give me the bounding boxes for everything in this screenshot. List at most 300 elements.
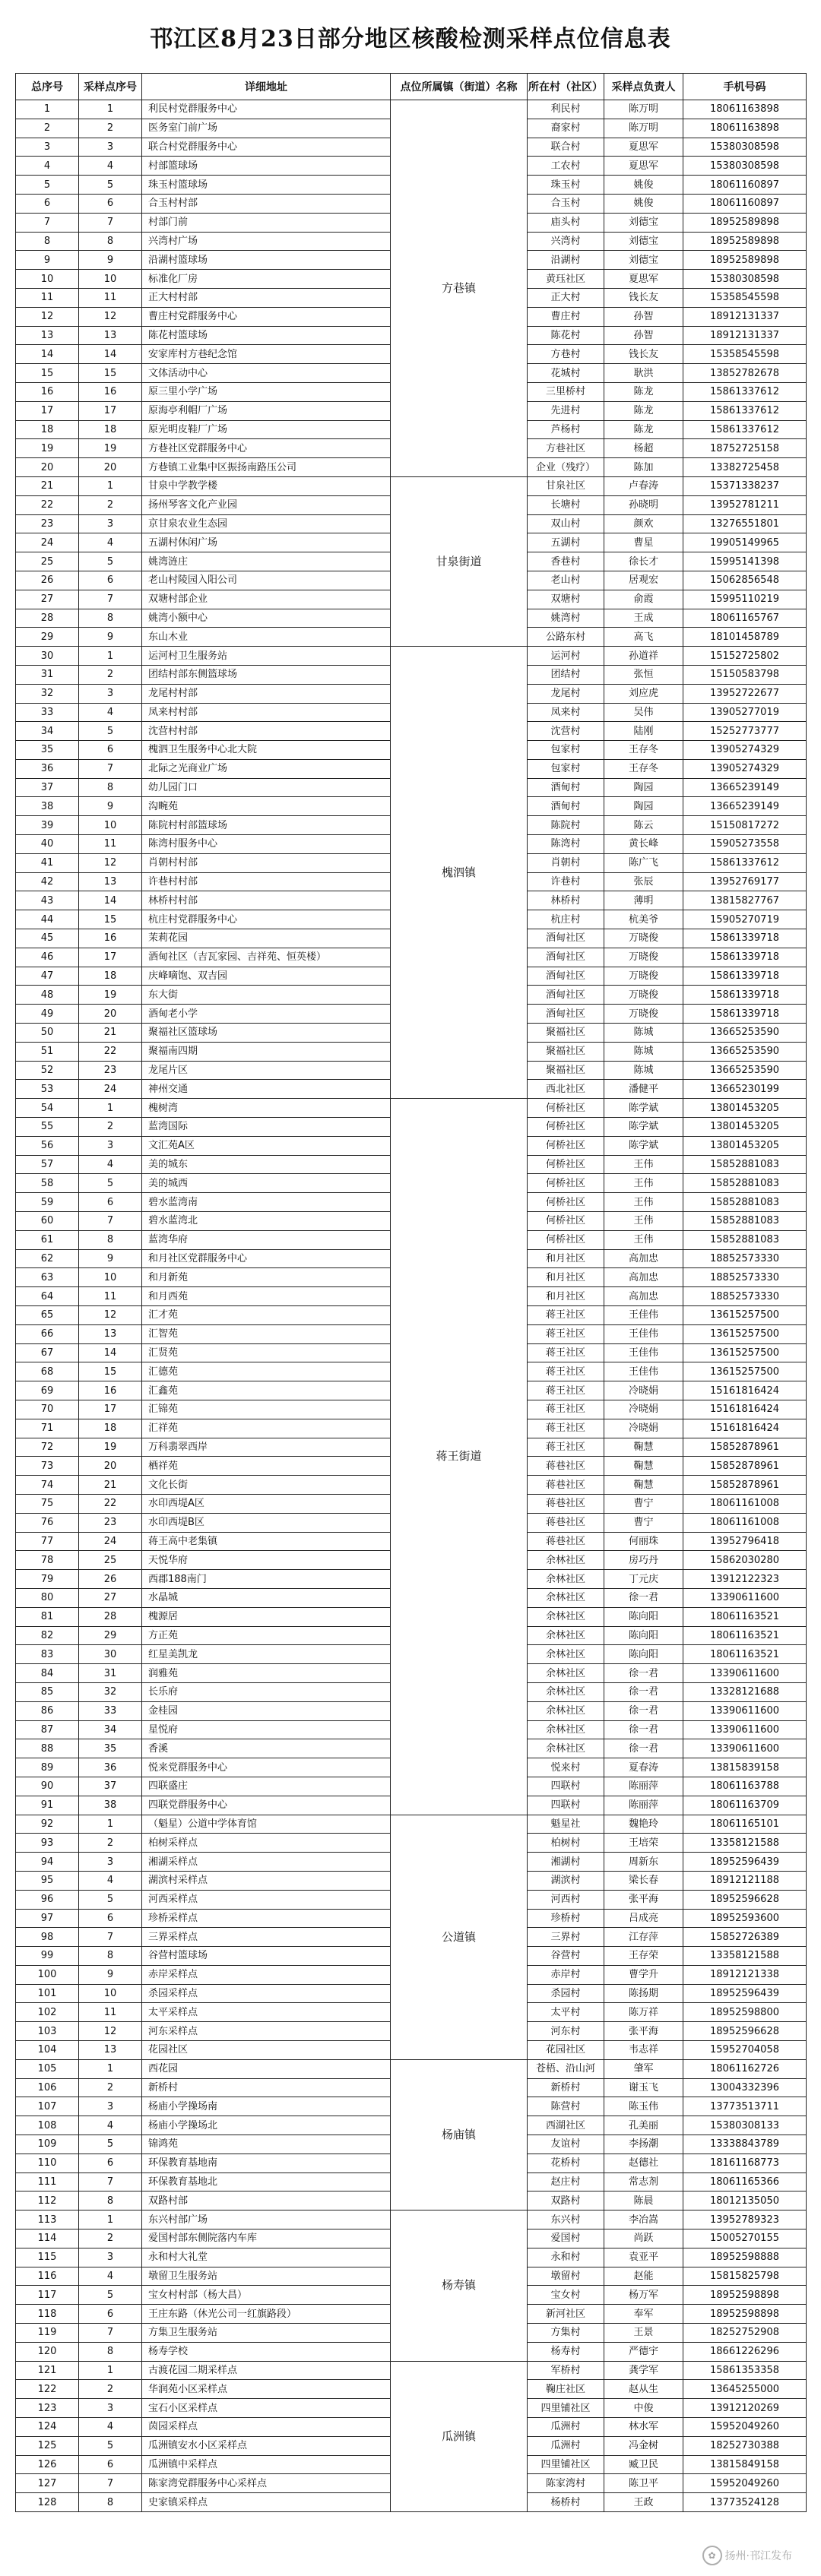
- person-cell: 陈广飞: [604, 853, 683, 872]
- street-cell: 蒋王街道: [391, 1099, 528, 1815]
- village-cell: 黄珏社区: [528, 270, 604, 289]
- site-no-cell: 9: [79, 1249, 142, 1268]
- site-no-cell: 10: [79, 1984, 142, 2003]
- village-cell: 聚福社区: [528, 1061, 604, 1080]
- address-cell: 槐树湾: [142, 1099, 391, 1118]
- person-cell: 陈龙: [604, 420, 683, 439]
- person-cell: 杨超: [604, 439, 683, 458]
- site-no-cell: 18: [79, 967, 142, 986]
- village-cell: 蒋王社区: [528, 1362, 604, 1381]
- person-cell: 王存荣: [604, 1947, 683, 1966]
- site-no-cell: 38: [79, 1796, 142, 1815]
- village-cell: 庙头村: [528, 213, 604, 232]
- address-cell: 正大村村部: [142, 288, 391, 307]
- address-cell: 酒甸社区（吉瓦家园、吉祥苑、恒英楼）: [142, 948, 391, 967]
- phone-cell: 15852878961: [683, 1457, 807, 1476]
- village-cell: 和月社区: [528, 1249, 604, 1268]
- site-no-cell: 26: [79, 1570, 142, 1589]
- address-cell: 酒甸老小学: [142, 1005, 391, 1024]
- address-cell: 汇祥苑: [142, 1419, 391, 1438]
- total-no-cell: 15: [16, 364, 79, 383]
- address-cell: 星悦府: [142, 1720, 391, 1739]
- total-no-cell: 38: [16, 797, 79, 816]
- address-cell: 四联盛庄: [142, 1777, 391, 1796]
- phone-cell: 15852881083: [683, 1174, 807, 1193]
- total-no-cell: 14: [16, 345, 79, 364]
- site-no-cell: 6: [79, 2154, 142, 2173]
- site-no-cell: 12: [79, 1306, 142, 1325]
- total-no-cell: 1: [16, 100, 79, 119]
- person-cell: 赵德社: [604, 2154, 683, 2173]
- total-no-cell: 117: [16, 2286, 79, 2305]
- site-no-cell: 3: [79, 2248, 142, 2267]
- address-cell: 茉莉花园: [142, 929, 391, 948]
- address-cell: 新桥村: [142, 2078, 391, 2097]
- person-cell: 何丽珠: [604, 1532, 683, 1551]
- site-no-cell: 8: [79, 1947, 142, 1966]
- village-cell: 西湖社区: [528, 2116, 604, 2135]
- person-cell: 张平海: [604, 2022, 683, 2041]
- table-row: [16, 2361, 807, 2380]
- table-row: [16, 2059, 807, 2078]
- total-no-cell: 78: [16, 1551, 79, 1570]
- site-no-cell: 6: [79, 2305, 142, 2324]
- address-cell: 瓜洲镇中采样点: [142, 2455, 391, 2474]
- phone-cell: 13801453205: [683, 1136, 807, 1155]
- person-cell: 鞠慧: [604, 1457, 683, 1476]
- total-no-cell: 65: [16, 1306, 79, 1325]
- address-cell: 许巷村村部: [142, 872, 391, 891]
- phone-cell: 13615257500: [683, 1362, 807, 1381]
- person-cell: 谢玉飞: [604, 2078, 683, 2097]
- person-cell: 王佳伟: [604, 1362, 683, 1381]
- village-cell: 余林社区: [528, 1701, 604, 1720]
- total-no-cell: 55: [16, 1118, 79, 1137]
- total-no-cell: 52: [16, 1061, 79, 1080]
- village-cell: 河西村: [528, 1890, 604, 1909]
- phone-cell: 18061163788: [683, 1777, 807, 1796]
- phone-cell: 18061161008: [683, 1513, 807, 1532]
- site-no-cell: 14: [79, 345, 142, 364]
- person-cell: 陈加: [604, 458, 683, 477]
- site-no-cell: 5: [79, 722, 142, 741]
- total-no-cell: 118: [16, 2305, 79, 2324]
- site-no-cell: 7: [79, 1928, 142, 1947]
- village-cell: 四联村: [528, 1796, 604, 1815]
- phone-cell: 18061163898: [683, 100, 807, 119]
- village-cell: 三界村: [528, 1928, 604, 1947]
- total-no-cell: 24: [16, 533, 79, 552]
- village-cell: 余林社区: [528, 1739, 604, 1758]
- address-cell: 医务室门前广场: [142, 119, 391, 138]
- village-cell: 酒甸社区: [528, 1005, 604, 1024]
- village-cell: 苍梧、沿山河: [528, 2059, 604, 2078]
- total-no-cell: 88: [16, 1739, 79, 1758]
- person-cell: 徐一君: [604, 1701, 683, 1720]
- person-cell: 奉军: [604, 2305, 683, 2324]
- site-no-cell: 9: [79, 251, 142, 270]
- site-no-cell: 18: [79, 1419, 142, 1438]
- person-cell: 钱长友: [604, 288, 683, 307]
- total-no-cell: 122: [16, 2380, 79, 2399]
- village-cell: 何桥社区: [528, 1174, 604, 1193]
- phone-cell: 18061163521: [683, 1645, 807, 1664]
- village-cell: 花园社区: [528, 2041, 604, 2060]
- site-no-cell: 12: [79, 853, 142, 872]
- total-no-cell: 42: [16, 872, 79, 891]
- total-no-cell: 124: [16, 2418, 79, 2437]
- person-cell: 俞霞: [604, 590, 683, 609]
- village-cell: 余林社区: [528, 1645, 604, 1664]
- site-no-cell: 2: [79, 665, 142, 684]
- site-no-cell: 7: [79, 2173, 142, 2191]
- address-cell: 三界采样点: [142, 1928, 391, 1947]
- phone-cell: 13801453205: [683, 1118, 807, 1137]
- address-cell: 沟畹苑: [142, 797, 391, 816]
- total-no-cell: 76: [16, 1513, 79, 1532]
- total-no-cell: 106: [16, 2078, 79, 2097]
- village-cell: 五湖村: [528, 533, 604, 552]
- total-no-cell: 23: [16, 514, 79, 533]
- village-cell: 湖滨村: [528, 1871, 604, 1890]
- site-no-cell: 21: [79, 1024, 142, 1043]
- village-cell: 太平村: [528, 2003, 604, 2022]
- site-no-cell: 4: [79, 533, 142, 552]
- person-cell: 尚跃: [604, 2229, 683, 2248]
- village-cell: 西北社区: [528, 1080, 604, 1099]
- site-no-cell: 6: [79, 1909, 142, 1928]
- phone-cell: 18952598898: [683, 2305, 807, 2324]
- village-cell: 正大村: [528, 288, 604, 307]
- total-no-cell: 35: [16, 741, 79, 760]
- person-cell: 周新东: [604, 1853, 683, 1872]
- person-cell: 陈扬期: [604, 1984, 683, 2003]
- village-cell: 工农村: [528, 157, 604, 176]
- site-no-cell: 6: [79, 741, 142, 760]
- phone-cell: 13390611600: [683, 1588, 807, 1607]
- site-no-cell: 3: [79, 1136, 142, 1155]
- person-cell: 梁长春: [604, 1871, 683, 1890]
- person-cell: 徐一君: [604, 1682, 683, 1701]
- address-cell: 茵园采样点: [142, 2418, 391, 2437]
- person-cell: 鞠慧: [604, 1438, 683, 1457]
- person-cell: 李扬潮: [604, 2135, 683, 2154]
- address-cell: 红星美凯龙: [142, 1645, 391, 1664]
- village-cell: 陈花村: [528, 326, 604, 345]
- phone-cell: 13801453205: [683, 1099, 807, 1118]
- total-no-cell: 82: [16, 1626, 79, 1645]
- address-cell: 环保教育基地南: [142, 2154, 391, 2173]
- total-no-cell: 32: [16, 684, 79, 703]
- total-no-cell: 128: [16, 2493, 79, 2512]
- village-cell: 蒋巷社区: [528, 1476, 604, 1495]
- phone-cell: 13004332396: [683, 2078, 807, 2097]
- person-cell: 李冶嵩: [604, 2210, 683, 2229]
- site-no-cell: 2: [79, 119, 142, 138]
- person-cell: 陈丽萍: [604, 1777, 683, 1796]
- address-cell: 槐泗卫生服务中心北大院: [142, 741, 391, 760]
- village-cell: 余林社区: [528, 1626, 604, 1645]
- total-no-cell: 87: [16, 1720, 79, 1739]
- site-no-cell: 17: [79, 401, 142, 420]
- village-cell: 瓜洲村: [528, 2418, 604, 2437]
- total-no-cell: 125: [16, 2436, 79, 2455]
- phone-cell: 18061163521: [683, 1607, 807, 1626]
- total-no-cell: 63: [16, 1268, 79, 1287]
- total-no-cell: 54: [16, 1099, 79, 1118]
- person-cell: 徐长才: [604, 552, 683, 571]
- village-cell: 蒋王社区: [528, 1381, 604, 1400]
- person-cell: 孔美丽: [604, 2116, 683, 2135]
- address-cell: （魁星）公道中学体育馆: [142, 1815, 391, 1834]
- total-no-cell: 6: [16, 194, 79, 213]
- address-cell: 幼儿园门口: [142, 778, 391, 797]
- address-cell: 村部门前: [142, 213, 391, 232]
- person-cell: 常志剂: [604, 2173, 683, 2191]
- village-cell: 裔家村: [528, 119, 604, 138]
- address-cell: 杨庙小学操场北: [142, 2116, 391, 2135]
- person-cell: 袁亚平: [604, 2248, 683, 2267]
- address-cell: 和月社区党群服务中心: [142, 1249, 391, 1268]
- total-no-cell: 8: [16, 232, 79, 251]
- total-no-cell: 101: [16, 1984, 79, 2003]
- village-cell: 包家村: [528, 759, 604, 778]
- person-cell: 孙智: [604, 307, 683, 326]
- address-cell: 运河村卫生服务站: [142, 647, 391, 666]
- phone-cell: 18061163898: [683, 119, 807, 138]
- total-no-cell: 40: [16, 835, 79, 854]
- address-cell: 东山木业: [142, 628, 391, 647]
- person-cell: 孙晓明: [604, 495, 683, 514]
- person-cell: 万晓俊: [604, 1005, 683, 1024]
- total-no-cell: 37: [16, 778, 79, 797]
- phone-cell: 15861339718: [683, 929, 807, 948]
- address-cell: 扬州琴客文化产业园: [142, 495, 391, 514]
- person-cell: 陈学斌: [604, 1099, 683, 1118]
- village-cell: 何桥社区: [528, 1155, 604, 1174]
- site-no-cell: 5: [79, 1174, 142, 1193]
- address-cell: 水晶城: [142, 1588, 391, 1607]
- address-cell: 史家镇采样点: [142, 2493, 391, 2512]
- phone-cell: 15852881083: [683, 1212, 807, 1231]
- phone-cell: 15952049260: [683, 2418, 807, 2437]
- person-cell: 龚学军: [604, 2361, 683, 2380]
- total-no-cell: 41: [16, 853, 79, 872]
- address-cell: 凤来村村部: [142, 703, 391, 722]
- page-title: 邗江区8月23日部分地区核酸检测采样点位信息表: [150, 26, 671, 52]
- address-cell: 美的城西: [142, 1174, 391, 1193]
- site-no-cell: 8: [79, 2342, 142, 2361]
- total-no-cell: 80: [16, 1588, 79, 1607]
- village-cell: 鞠庄社区: [528, 2380, 604, 2399]
- phone-cell: 18061163709: [683, 1796, 807, 1815]
- person-cell: 丁元庆: [604, 1570, 683, 1589]
- phone-cell: 15862030280: [683, 1551, 807, 1570]
- phone-cell: 18912121338: [683, 1965, 807, 1984]
- address-cell: 姚湾涟庄: [142, 552, 391, 571]
- phone-cell: 13905277019: [683, 703, 807, 722]
- address-cell: 蒋王高中老集镇: [142, 1532, 391, 1551]
- address-cell: 庆峰嘀饱、双吉园: [142, 967, 391, 986]
- total-no-cell: 5: [16, 176, 79, 195]
- village-cell: 何桥社区: [528, 1230, 604, 1249]
- address-cell: 沿湖村篮球场: [142, 251, 391, 270]
- address-cell: 北际之光商业广场: [142, 759, 391, 778]
- site-no-cell: 16: [79, 1381, 142, 1400]
- village-cell: 蒋王社区: [528, 1419, 604, 1438]
- street-cell: 方巷镇: [391, 100, 528, 477]
- village-cell: 凤来村: [528, 703, 604, 722]
- village-cell: 蒋王社区: [528, 1306, 604, 1325]
- phone-cell: 18952596628: [683, 2022, 807, 2041]
- site-no-cell: 7: [79, 590, 142, 609]
- total-no-cell: 28: [16, 609, 79, 628]
- person-cell: 刘应虎: [604, 684, 683, 703]
- address-cell: 方巷社区党群服务中心: [142, 439, 391, 458]
- person-cell: 陈城: [604, 1042, 683, 1061]
- site-no-cell: 3: [79, 684, 142, 703]
- person-cell: 陈龙: [604, 382, 683, 401]
- address-cell: 环保教育基地北: [142, 2173, 391, 2191]
- total-no-cell: 11: [16, 288, 79, 307]
- total-no-cell: 47: [16, 967, 79, 986]
- address-cell: 珍桥采样点: [142, 1909, 391, 1928]
- site-no-cell: 5: [79, 2436, 142, 2455]
- total-no-cell: 16: [16, 382, 79, 401]
- phone-cell: 15905270719: [683, 910, 807, 929]
- address-cell: 龙尾村村部: [142, 684, 391, 703]
- phone-cell: 15161816424: [683, 1381, 807, 1400]
- table-header-row: [16, 74, 807, 100]
- person-cell: 杨万军: [604, 2286, 683, 2305]
- village-cell: 许巷村: [528, 872, 604, 891]
- address-cell: 杨寿学校: [142, 2342, 391, 2361]
- total-no-cell: 71: [16, 1419, 79, 1438]
- phone-cell: 13912120269: [683, 2399, 807, 2418]
- site-no-cell: 1: [79, 2210, 142, 2229]
- village-cell: 蒋巷社区: [528, 1513, 604, 1532]
- person-cell: 高飞: [604, 628, 683, 647]
- village-cell: 双路村: [528, 2191, 604, 2210]
- address-cell: 谷营村篮球场: [142, 1947, 391, 1966]
- phone-cell: 13905274329: [683, 741, 807, 760]
- address-cell: 陈家湾党群服务中心采样点: [142, 2474, 391, 2493]
- address-cell: 汇贤苑: [142, 1343, 391, 1362]
- total-no-cell: 110: [16, 2154, 79, 2173]
- phone-cell: 13645255000: [683, 2380, 807, 2399]
- person-cell: 陈万祥: [604, 2003, 683, 2022]
- total-no-cell: 19: [16, 439, 79, 458]
- site-no-cell: 35: [79, 1739, 142, 1758]
- person-cell: 耿洪: [604, 364, 683, 383]
- address-cell: 文汇苑A区: [142, 1136, 391, 1155]
- phone-cell: 18752725158: [683, 439, 807, 458]
- person-cell: 王伟: [604, 1212, 683, 1231]
- table-row: [16, 1099, 807, 1118]
- site-no-cell: 3: [79, 138, 142, 157]
- village-cell: 珠玉村: [528, 176, 604, 195]
- site-no-cell: 30: [79, 1645, 142, 1664]
- village-cell: 军桥村: [528, 2361, 604, 2380]
- site-no-cell: 21: [79, 1476, 142, 1495]
- village-cell: 甘泉社区: [528, 476, 604, 495]
- village-cell: 酒甸村: [528, 778, 604, 797]
- village-cell: 杨桥村: [528, 2493, 604, 2512]
- total-no-cell: 67: [16, 1343, 79, 1362]
- address-cell: 美的城东: [142, 1155, 391, 1174]
- site-no-cell: 19: [79, 439, 142, 458]
- phone-cell: 18061160897: [683, 176, 807, 195]
- watermark-text: 扬州·邗江发布: [724, 2550, 792, 2562]
- site-no-cell: 6: [79, 1193, 142, 1212]
- phone-cell: 15952049260: [683, 2474, 807, 2493]
- total-no-cell: 104: [16, 2041, 79, 2060]
- address-cell: 陈院村村部篮球场: [142, 816, 391, 835]
- site-no-cell: 3: [79, 514, 142, 533]
- village-cell: 曹庄村: [528, 307, 604, 326]
- person-cell: 王伟: [604, 1174, 683, 1193]
- village-cell: 公路东村: [528, 628, 604, 647]
- phone-cell: 13615257500: [683, 1343, 807, 1362]
- address-cell: 方正苑: [142, 1626, 391, 1645]
- phone-cell: 19905149965: [683, 533, 807, 552]
- site-no-cell: 4: [79, 703, 142, 722]
- phone-cell: 13665239149: [683, 797, 807, 816]
- total-no-cell: 69: [16, 1381, 79, 1400]
- address-cell: 杨庙小学操场南: [142, 2097, 391, 2116]
- address-cell: 栖祥苑: [142, 1457, 391, 1476]
- phone-cell: 18252752908: [683, 2324, 807, 2343]
- person-cell: 夏春涛: [604, 1758, 683, 1777]
- phone-cell: 15861339718: [683, 1005, 807, 1024]
- site-no-cell: 7: [79, 2474, 142, 2493]
- site-no-cell: 3: [79, 2097, 142, 2116]
- village-cell: 双塘村: [528, 590, 604, 609]
- site-no-cell: 7: [79, 1212, 142, 1231]
- address-cell: 河西采样点: [142, 1890, 391, 1909]
- phone-cell: 13358121588: [683, 1947, 807, 1966]
- column-header-person: 采样点负责人: [604, 74, 683, 100]
- phone-cell: 15358545598: [683, 345, 807, 364]
- phone-cell: 15861337612: [683, 382, 807, 401]
- phone-cell: 13382725458: [683, 458, 807, 477]
- total-no-cell: 57: [16, 1155, 79, 1174]
- address-cell: 联合村党群服务中心: [142, 138, 391, 157]
- address-cell: 和月西苑: [142, 1287, 391, 1306]
- address-cell: 龙尾片区: [142, 1061, 391, 1080]
- street-cell: 甘泉街道: [391, 476, 528, 646]
- total-no-cell: 95: [16, 1871, 79, 1890]
- site-no-cell: 2: [79, 495, 142, 514]
- site-no-cell: 8: [79, 1230, 142, 1249]
- total-no-cell: 75: [16, 1494, 79, 1513]
- address-cell: 兴湾村广场: [142, 232, 391, 251]
- phone-cell: 15852881083: [683, 1155, 807, 1174]
- total-no-cell: 107: [16, 2097, 79, 2116]
- village-cell: 四里铺社区: [528, 2399, 604, 2418]
- total-no-cell: 21: [16, 476, 79, 495]
- site-no-cell: 20: [79, 1457, 142, 1476]
- address-cell: 汇智苑: [142, 1324, 391, 1343]
- site-no-cell: 1: [79, 2361, 142, 2380]
- total-no-cell: 127: [16, 2474, 79, 2493]
- phone-cell: 18912131337: [683, 307, 807, 326]
- address-cell: 润雅苑: [142, 1664, 391, 1683]
- total-no-cell: 26: [16, 571, 79, 590]
- person-cell: 万晓俊: [604, 967, 683, 986]
- phone-cell: 18952593600: [683, 1909, 807, 1928]
- address-cell: 碧水蓝湾北: [142, 1212, 391, 1231]
